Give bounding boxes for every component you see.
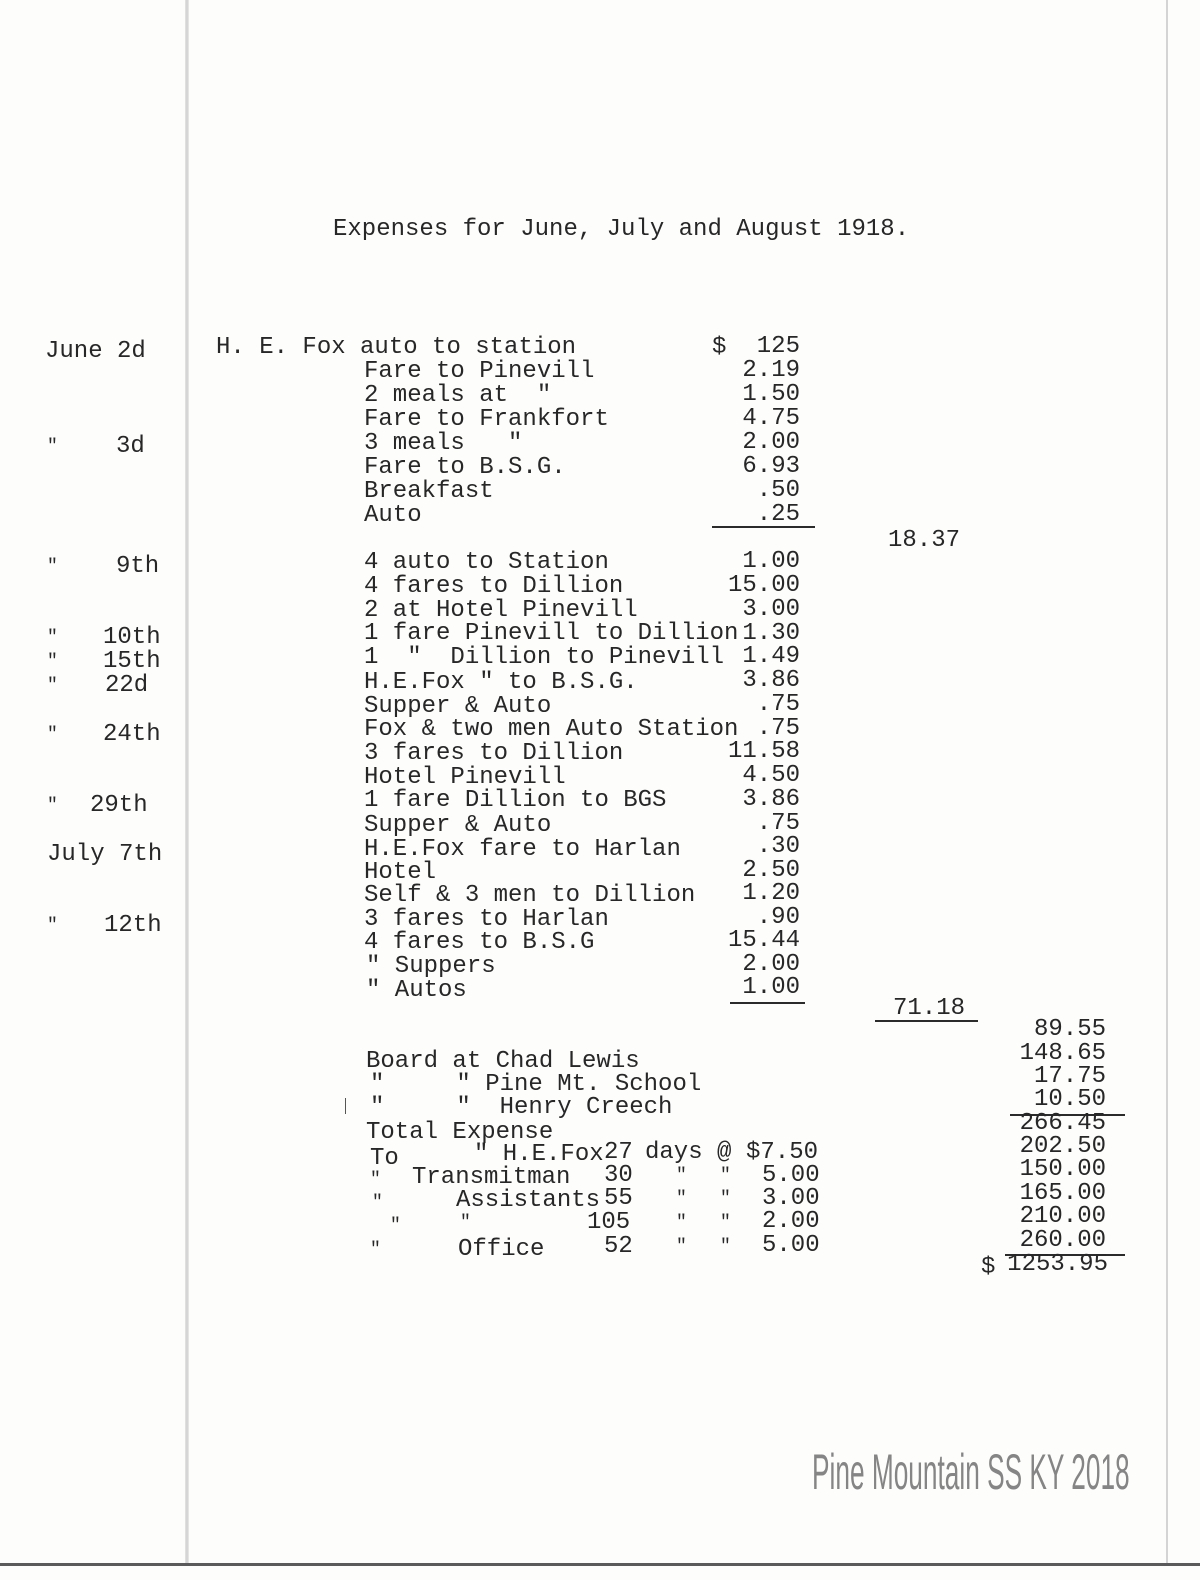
line-amount: 148.65 (1019, 1040, 1106, 1067)
line-amount: 3.00 (742, 596, 800, 623)
line-amount: .30 (756, 833, 800, 860)
line-amount: 17.75 (1033, 1063, 1106, 1090)
line-description: 2 meals at " (364, 382, 552, 409)
date-label: 9th (116, 553, 160, 580)
line-description: 2 at Hotel Pinevill (364, 597, 638, 624)
line-description: Fox & two men Auto Station (364, 716, 739, 743)
wage-count: 30 (604, 1162, 633, 1189)
line-amount: 1.50 (742, 381, 800, 408)
wage-rate: 2.00 (762, 1208, 820, 1235)
line-amount: 10.50 (1033, 1086, 1106, 1113)
wage-count: 55 (604, 1185, 633, 1212)
line-description: H.E.Fox fare to Harlan (364, 836, 681, 863)
line-amount: 2.00 (742, 951, 800, 978)
line-amount: 15.00 (727, 572, 800, 599)
wage-amount: 210.00 (1019, 1203, 1106, 1230)
line-description: 1 fare Dillion to BGS (364, 787, 667, 814)
page-right-edge (1166, 0, 1168, 1563)
wage-prefix: " (370, 1240, 381, 1260)
stray-type-mark (345, 1098, 346, 1114)
date-label: 3d (116, 433, 145, 460)
line-description: 4 auto to Station (364, 549, 609, 576)
carried-total: 89.55 (1033, 1016, 1106, 1043)
line-description: Breakfast (364, 478, 494, 505)
date-ditto: " (47, 652, 58, 672)
date-ditto: " (47, 437, 58, 457)
line-description: 1 fare Pinevill to Dillion (364, 620, 739, 647)
line-amount: 3.86 (742, 667, 800, 694)
date-label: 10th (103, 624, 161, 651)
watermark-text: Pine Mountain SS KY 2018 (812, 1444, 1130, 1500)
wage-rate: 3.00 (762, 1185, 820, 1212)
wage-label: Office (458, 1236, 545, 1263)
wage-label: " (460, 1213, 471, 1233)
wage-rate: $7.50 (746, 1139, 819, 1166)
wage-unit: " (676, 1189, 687, 1209)
wage-prefix: " (390, 1216, 401, 1236)
grand-total-amount: 1253.95 (1007, 1251, 1108, 1278)
sum-rule (730, 1002, 805, 1004)
line-amount: 2.00 (742, 429, 800, 456)
line-description: Hotel Pinevill (364, 764, 566, 791)
line-description: " " Henry Creech (370, 1094, 673, 1121)
total-expense-amount: 266.45 (1019, 1110, 1106, 1137)
date-label: 15th (103, 648, 161, 675)
line-description: 4 fares to B.S.G (364, 929, 595, 956)
line-amount: .75 (756, 691, 800, 718)
wage-at: " (720, 1213, 731, 1233)
line-amount: 1.00 (742, 974, 800, 1001)
subtotal-rule (875, 1020, 978, 1022)
date-ditto: " (47, 916, 58, 936)
page-bottom-edge (0, 1563, 1200, 1566)
line-amount: 6.93 (742, 453, 800, 480)
line-description: " Autos (366, 977, 467, 1004)
line-description: H.E.Fox " to B.S.G. (364, 669, 638, 696)
wage-unit: " (676, 1213, 687, 1233)
line-description: Supper & Auto (364, 812, 552, 839)
line-amount: 3.86 (742, 786, 800, 813)
sum-rule (712, 526, 815, 528)
line-amount: 1.20 (742, 880, 800, 907)
line-description: 3 meals " (364, 430, 523, 457)
line-description: Self & 3 men to Dillion (364, 882, 696, 909)
line-amount: .50 (756, 477, 800, 504)
line-description: 3 fares to Harlan (364, 906, 609, 933)
line-amount: 1.30 (742, 620, 800, 647)
total-expense-label: Total Expense (366, 1119, 554, 1146)
wage-count: 52 (604, 1233, 633, 1260)
line-description: Fare to Pinevill (364, 358, 595, 385)
wage-prefix: " (372, 1193, 383, 1213)
wage-amount: 165.00 (1019, 1180, 1106, 1207)
line-description: 4 fares to Dillion (364, 573, 624, 600)
line-description: 3 fares to Dillion (364, 740, 624, 767)
date-ditto: " (47, 676, 58, 696)
wage-label: Transmitman (412, 1164, 571, 1191)
line-amount: .75 (756, 715, 800, 742)
date-label: July 7th (47, 841, 163, 868)
line-description: Auto (364, 502, 422, 529)
line-description: Fare to Frankfort (364, 406, 609, 433)
line-amount: 1.49 (742, 643, 800, 670)
wage-unit: " (676, 1237, 687, 1257)
line-amount: 11.58 (727, 738, 800, 765)
line-amount: 2.50 (742, 857, 800, 884)
wage-amount: 202.50 (1019, 1133, 1106, 1160)
date-label: 24th (103, 721, 161, 748)
line-description: " Suppers (366, 953, 496, 980)
line-amount: 15.44 (727, 927, 800, 954)
line-amount: 125 (756, 333, 800, 360)
wage-at: " (720, 1166, 731, 1186)
wage-count: 105 (587, 1209, 631, 1236)
line-description: Supper & Auto (364, 693, 552, 720)
line-description: Board at Chad Lewis (366, 1048, 640, 1075)
date-ditto: " (47, 796, 58, 816)
wage-label: Assistants (456, 1187, 601, 1214)
line-amount: .75 (756, 810, 800, 837)
wage-prefix: To (370, 1145, 399, 1172)
line-description: Fare to B.S.G. (364, 454, 566, 481)
line-amount: 2.19 (742, 357, 800, 384)
wage-amount: 260.00 (1019, 1227, 1106, 1254)
line-amount: 4.50 (742, 762, 800, 789)
wage-unit: " (676, 1166, 687, 1186)
line-description: " " Pine Mt. School (370, 1071, 702, 1098)
watermark (812, 1442, 1142, 1504)
currency-sign: $ (712, 334, 727, 361)
line-description: 1 " Dillion to Pinevill (364, 644, 725, 671)
date-ditto: " (47, 557, 58, 577)
wage-unit: days (645, 1139, 703, 1166)
date-label: 12th (104, 912, 162, 939)
page-fold-line (185, 0, 189, 1563)
date-ditto: " (47, 628, 58, 648)
line-amount: 4.75 (742, 405, 800, 432)
line-amount: 1.00 (742, 548, 800, 575)
date-label: 29th (90, 792, 148, 819)
wage-count: 27 (604, 1139, 633, 1166)
wage-at: " (720, 1189, 731, 1209)
wage-rate: 5.00 (762, 1232, 820, 1259)
wage-rate: 5.00 (762, 1162, 820, 1189)
wage-prefix: " (370, 1170, 381, 1190)
line-amount: .25 (756, 501, 800, 528)
date-label: 22d (105, 672, 149, 699)
currency-sign: $ (981, 1254, 996, 1281)
wage-at: @ (717, 1139, 732, 1166)
date-ditto: " (47, 725, 58, 745)
subtotal: 18.37 (888, 527, 961, 554)
subtotal: 71.18 (893, 995, 966, 1022)
page-title: Expenses for June, July and August 1918. (333, 216, 910, 243)
line-description: Hotel (364, 859, 437, 886)
wage-amount: 150.00 (1019, 1156, 1106, 1183)
line-amount: .90 (756, 904, 800, 931)
date-label: June 2d (45, 338, 146, 365)
line-description: H. E. Fox auto to station (216, 334, 577, 361)
wage-at: " (720, 1237, 731, 1257)
wage-label: " H.E.Fox (474, 1141, 604, 1168)
